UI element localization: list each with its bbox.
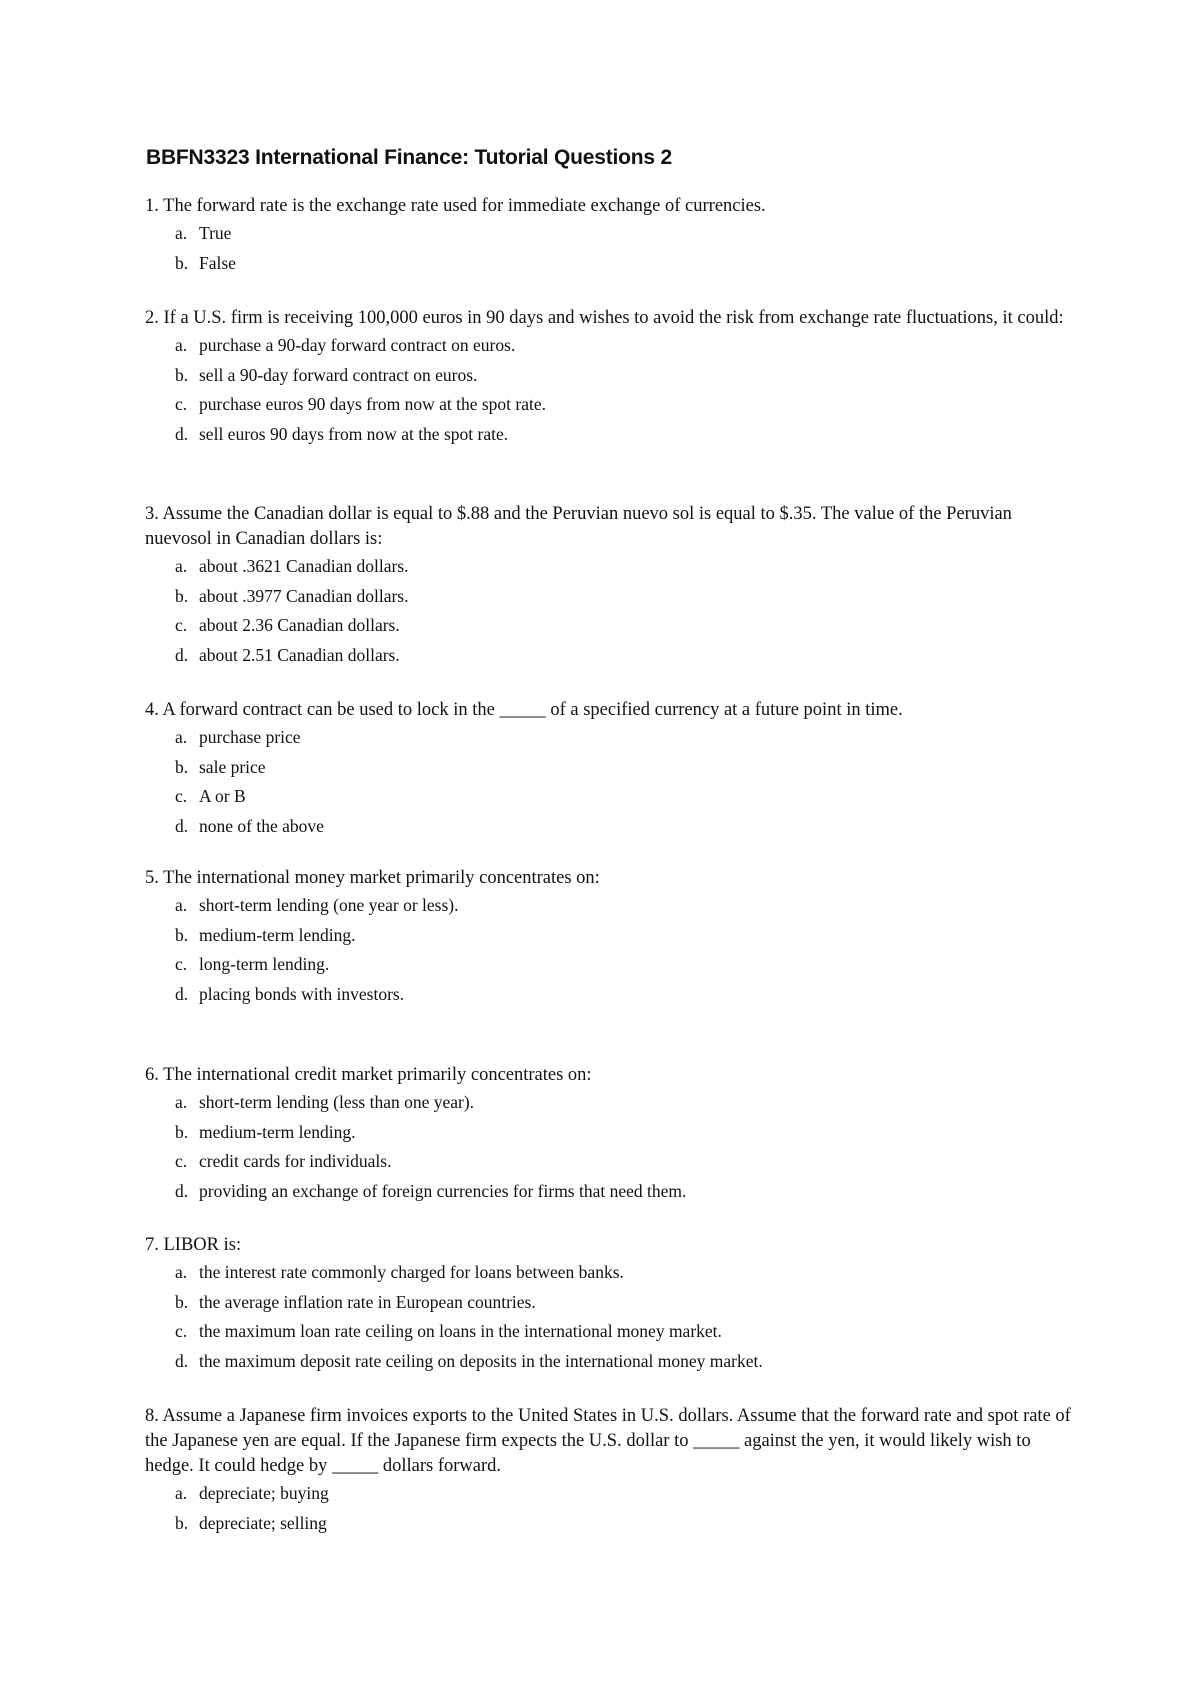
option-text: about 2.51 Canadian dollars. [199, 644, 400, 665]
option-d [145, 980, 1075, 1010]
option-text: False [199, 252, 236, 273]
option-d [145, 420, 1075, 450]
option-d [145, 641, 1075, 671]
question-8 [145, 1404, 1075, 1538]
option-text: none of the above [199, 815, 324, 836]
option-text: the maximum loan rate ceiling on loans in the international money market. [199, 1321, 722, 1341]
option-text: sale price [199, 756, 266, 777]
option-b [145, 249, 1075, 279]
option-text: medium-term lending. [199, 1121, 356, 1142]
option-letter: b. [175, 585, 189, 606]
option-text: the maximum deposit rate ceiling on deposits in the international money market. [199, 1350, 763, 1371]
option-c [145, 950, 1075, 980]
option-b [145, 1118, 1075, 1148]
option-a [145, 331, 1075, 361]
option-letter: d. [175, 815, 189, 836]
option-text: purchase a 90-day forward contract on euros. [199, 335, 516, 355]
option-c [145, 1147, 1075, 1177]
option-letter: b. [175, 364, 189, 385]
question-4 [145, 698, 1075, 841]
option-c [145, 390, 1075, 420]
option-text: long-term lending. [199, 954, 330, 974]
option-text: short-term lending (less than one year). [199, 1092, 475, 1112]
option-c [145, 611, 1075, 641]
option-text: placing bonds with investors. [199, 983, 405, 1004]
option-a [145, 1479, 1075, 1509]
question-2 [145, 306, 1075, 449]
option-letter: a. [175, 727, 188, 747]
option-letter: d. [175, 1350, 189, 1371]
option-letter: d. [175, 1180, 189, 1201]
option-letter: a. [175, 223, 188, 243]
option-letter: c. [175, 786, 188, 806]
question-stem: 6. The international credit market primarily concentrates on: [145, 1065, 592, 1085]
option-text: credit cards for individuals. [199, 1151, 392, 1171]
option-letter: a. [175, 556, 188, 576]
option-text: about .3977 Canadian dollars. [199, 585, 409, 606]
option-text: A or B [199, 786, 246, 806]
option-letter: b. [175, 252, 189, 273]
option-b [145, 921, 1075, 951]
page-title: BBFN3323 International Finance: Tutorial Questions 2 [146, 146, 672, 169]
question-stem: 8. Assume a Japanese firm invoices exports to the United States in U.S. dollars. Assume that the forward rate and spot rate of the Japanese yen are equal. If the Japanese firm expects the U.S. dollar to _____ against the yen, it would likely wish to hedge. It could hedge by _____ dollars forward. [145, 1406, 1071, 1476]
option-b [145, 582, 1075, 612]
option-d [145, 1347, 1075, 1377]
question-stem: 7. LIBOR is: [145, 1235, 242, 1255]
option-b [145, 753, 1075, 783]
option-text: True [199, 223, 232, 243]
question-3 [145, 502, 1075, 670]
question-5 [145, 866, 1075, 1009]
option-text: about .3621 Canadian dollars. [199, 556, 409, 576]
option-text: the interest rate commonly charged for loans between banks. [199, 1262, 624, 1282]
option-a [145, 552, 1075, 582]
option-a [145, 1088, 1075, 1118]
option-text: depreciate; selling [199, 1512, 327, 1533]
option-d [145, 812, 1075, 842]
option-d [145, 1177, 1075, 1207]
question-7 [145, 1233, 1075, 1376]
option-text: the average inflation rate in European countries. [199, 1291, 536, 1312]
question-stem: 1. The forward rate is the exchange rate used for immediate exchange of currencies. [145, 196, 766, 216]
option-letter: a. [175, 895, 188, 915]
option-letter: c. [175, 394, 188, 414]
option-letter: a. [175, 1262, 188, 1282]
option-letter: d. [175, 983, 189, 1004]
option-letter: b. [175, 1512, 189, 1533]
option-letter: b. [175, 1291, 189, 1312]
option-letter: a. [175, 1092, 188, 1112]
option-c [145, 1317, 1075, 1347]
option-a [145, 723, 1075, 753]
option-text: depreciate; buying [199, 1483, 329, 1503]
option-letter: b. [175, 756, 189, 777]
question-stem: 5. The international money market primarily concentrates on: [145, 868, 600, 888]
question-stem: 3. Assume the Canadian dollar is equal to $.88 and the Peruvian nuevo sol is equal to $.35. The value of the Peruvian nuevosol in Canadian dollars is: [145, 504, 1012, 549]
option-letter: a. [175, 335, 188, 355]
option-text: providing an exchange of foreign currencies for firms that need them. [199, 1180, 687, 1201]
option-letter: c. [175, 1151, 188, 1171]
option-text: purchase price [199, 727, 301, 747]
option-letter: d. [175, 423, 189, 444]
option-letter: b. [175, 1121, 189, 1142]
option-a [145, 1258, 1075, 1288]
option-b [145, 1288, 1075, 1318]
option-text: sell a 90-day forward contract on euros. [199, 364, 478, 385]
option-letter: c. [175, 1321, 188, 1341]
option-b [145, 361, 1075, 391]
option-text: medium-term lending. [199, 924, 356, 945]
question-6 [145, 1063, 1075, 1206]
option-text: sell euros 90 days from now at the spot rate. [199, 423, 509, 444]
option-letter: c. [175, 954, 188, 974]
question-stem: 2. If a U.S. firm is receiving 100,000 euros in 90 days and wishes to avoid the risk from exchange rate fluctuations, it could: [145, 308, 1064, 328]
question-stem: 4. A forward contract can be used to lock in the _____ of a specified currency at a future point in time. [145, 700, 903, 720]
option-a [145, 891, 1075, 921]
option-b [145, 1509, 1075, 1539]
option-text: about 2.36 Canadian dollars. [199, 615, 400, 635]
option-text: short-term lending (one year or less). [199, 895, 459, 915]
option-c [145, 782, 1075, 812]
option-text: purchase euros 90 days from now at the spot rate. [199, 394, 546, 414]
option-letter: c. [175, 615, 188, 635]
question-1 [145, 194, 1075, 278]
option-a [145, 219, 1075, 249]
option-letter: a. [175, 1483, 188, 1503]
option-letter: b. [175, 924, 189, 945]
option-letter: d. [175, 644, 189, 665]
